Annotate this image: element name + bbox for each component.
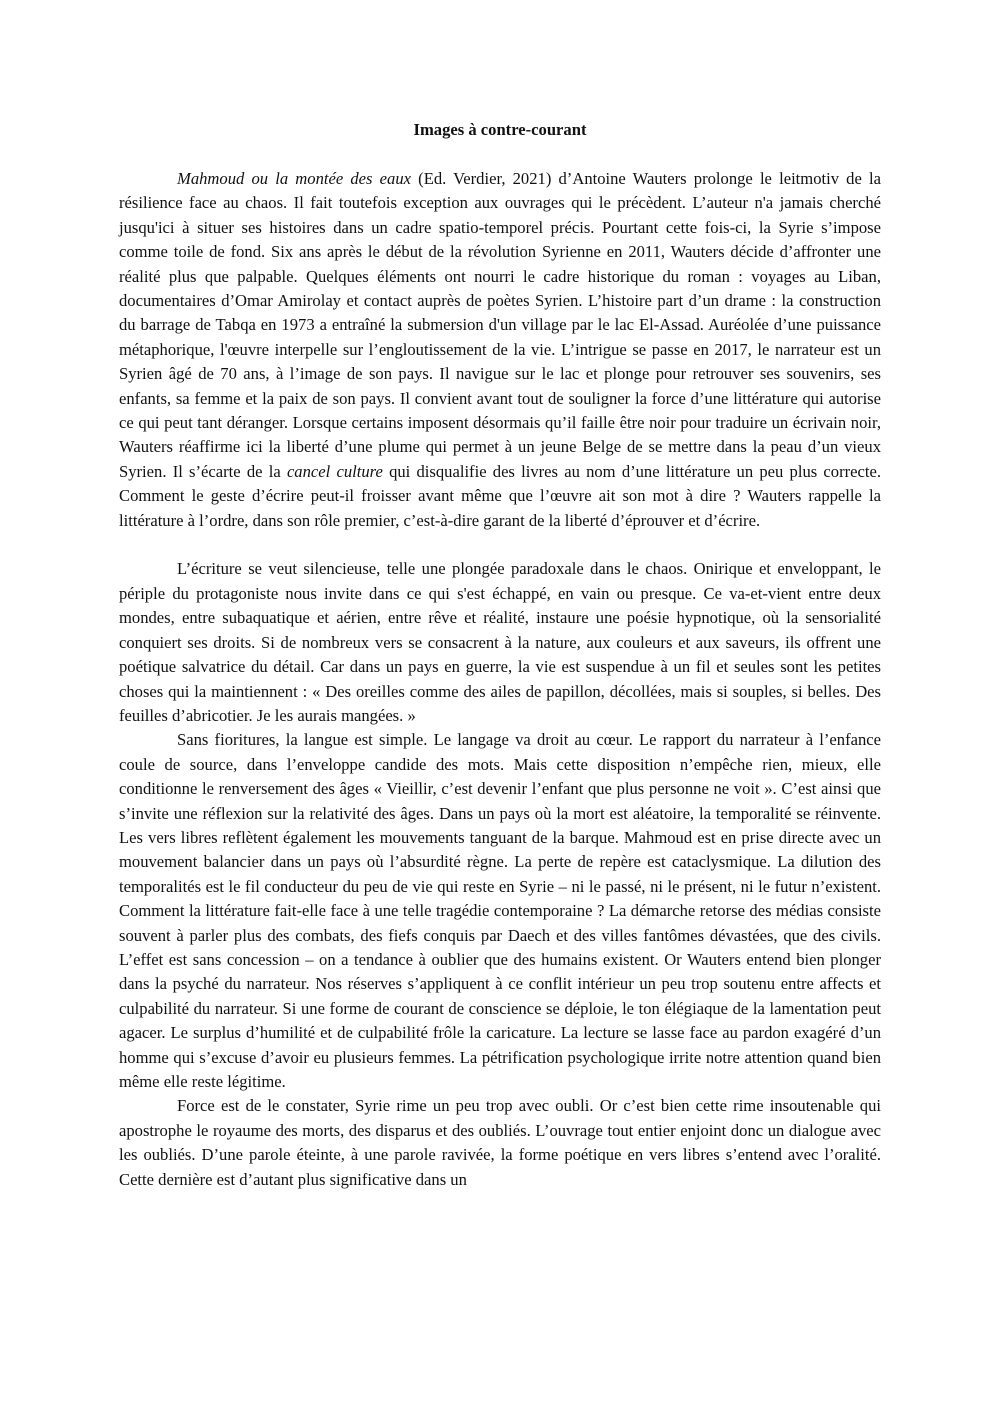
paragraph-1-text-b: qui disqualifie des livres au nom d’une littérature un peu plus correcte. Comment le geste d’écrire peut-il froisser avant même que l’œuvre ait son mot à dire ? Wauters rappelle la littérature à l’ordre, dans son rôle premier, c’est-à-dire garant de la liberté d’éprouver et d’écrire. <box>119 461 881 530</box>
paragraph-2: L’écriture se veut silencieuse, telle une plongée paradoxale dans le chaos. Onirique et enveloppant, le périple du protagoniste nous invite dans ce qui s'est échappé, en vain ou presque. Ce va-et-vient entre deux mondes, entre subaquatique et aérien, entre rêve et réalité, instaure une poésie hypnotique, où la sensorialité conquiert ses droits. Si de nombreux vers se consacrent à la nature, aux couleurs et aux saveurs, ils offrent une poétique salvatrice du détail. Car dans un pays en guerre, la vie est suspendue à un fil et seules sont les petites choses qui la maintiennent : « Des oreilles comme des ailes de papillon, décollées, mais si souples, si belles. Des feuilles d’abricotier. Je les aurais mangées. » <box>119 559 881 725</box>
paragraph-1 <box>119 167 881 533</box>
paragraph-3: Sans fioritures, la langue est simple. Le langage va droit au cœur. Le rapport du narrateur à l’enfance coule de source, dans l’enveloppe candide des mots. Mais cette disposition n’empêche rien, mieux, elle conditionne le renversement des âges « Vieillir, c’est devenir l’enfant que plus personne ne voit ». C’est ainsi que s’invite une réflexion sur la relativité des âges. Dans un pays où la mort est aléatoire, la temporalité se réinvente. Les vers libres reflètent également les mouvements tanguant de la barque. Mahmoud est en prise directe avec un mouvement balancier dans un pays où l’absurdité règne. La perte de repère est cataclysmique. La dilution des temporalités est le fil conducteur du peu de vie qui reste en Syrie – ni le passé, ni le présent, ni le futur n’existent. Comment la littérature fait-elle face à une telle tragédie contemporaine ? La démarche retorse des médias consiste souvent à parler plus des combats, des fiefs conquis par Daech et des villes fantômes dévastées, que des civils. L’effet est sans concession – on a tendance à oublier que des humains existent. Or Wauters entend bien plonger dans la psyché du narrateur. Nos réserves s’appliquent à ce conflit intérieur un peu trop soutenu entre affects et culpabilité du narrateur. Si une forme de courant de conscience se déploie, le ton élégiaque de la lamentation peut agacer. Le surplus d’humilité et de culpabilité frôle la caricature. La lecture se lasse face au pardon exagéré d’un homme qui s’excuse d’avoir eu plusieurs femmes. La pétrification psychologique irrite notre attention quand bien même elle reste légitime. <box>119 730 881 1092</box>
paragraph-1-text-a: (Ed. Verdier, 2021) d’Antoine Wauters prolonge le leitmotiv de la résilience face au chaos. Il fait toutefois exception aux ouvrages qui le précèdent. L’auteur n'a jamais cherché jusqu'ici à situer ses histoires dans un cadre spatio-temporel précis. Pourtant cette fois-ci, la Syrie s’impose comme toile de fond. Six ans après le début de la révolution Syrienne en 2011, Wauters décide d’affronter une réalité plus que palpable. Quelques éléments ont nourri le cadre historique du roman : voyages au Liban, documentaires d’Omar Amirolay et contact auprès de poètes Syrien. L’histoire part d’un drame : la construction du barrage de Tabqa en 1973 a entraîné la submersion d'un village par le lac El-Assad. Auréolée d’une puissance métaphorique, l'œuvre interpelle sur l’engloutissement de la vie. L’intrigue se passe en 2017, le narrateur est un Syrien âgé de 70 ans, à l’image de son pays. Il navigue sur le lac et plonge pour retrouver ses souvenirs, ses enfants, sa femme et la paix de son pays. Il convient avant tout de souligner la force d’une littérature qui autorise ce qui peut tant déranger. Lorsque certains imposent désormais qu’il faille être noir pour traduire un écrivain noir, Wauters réaffirme ici la liberté d’une plume qui permet à un jeune Belge de se mettre dans la peau d’un vieux Syrien. Il s’écarte de la <box>119 169 881 481</box>
paragraph-4: Force est de le constater, Syrie rime un peu trop avec oubli. Or c’est bien cette rime insoutenable qui apostrophe le royaume des morts, des disparus et des oubliés. L’ouvrage tout entier enjoint donc un dialogue avec les oubliés. D’une parole éteinte, à une parole ravivée, la forme poétique en vers libres s’entend avec l’oralité. Cette dernière est d’autant plus significative dans un <box>119 1096 881 1189</box>
document-body <box>119 167 881 1192</box>
cancel-culture-italic: cancel culture <box>286 461 383 481</box>
book-title-italic: Mahmoud ou la montée des eaux <box>177 169 411 188</box>
document-title: Images à contre-courant <box>413 120 587 139</box>
